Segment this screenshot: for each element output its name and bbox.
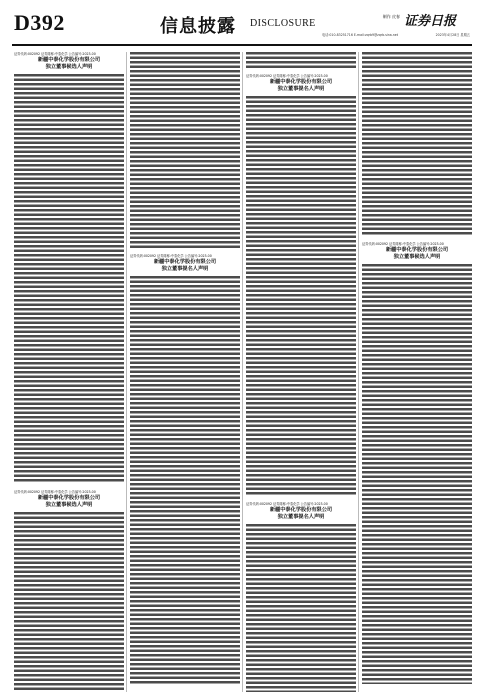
column-3 [246, 52, 356, 692]
notice-body-text [130, 52, 240, 248]
page-number: D392 [14, 10, 65, 35]
notice-codes: 证券代码:002092 证券简称:中泰化学 公告编号:2023-00 [362, 242, 444, 246]
column-divider [242, 52, 243, 692]
notice-codes: 证券代码:002092 证券简称:中泰化学 公告编号:2023-00 [14, 490, 96, 495]
notice-subtitle: 独立董事提名人声明 [161, 265, 209, 272]
column-2 [130, 52, 240, 692]
notice-body-text [246, 52, 356, 70]
notice-codes: 证券代码:002092 证券简称:中泰化学 公告编号:2023-00 [130, 254, 212, 258]
notice-subtitle: 独立董事提名人声明 [277, 513, 325, 520]
issue-date: 2023年4月28日 星期五 [435, 33, 470, 37]
notice-block [246, 502, 356, 520]
notice-codes: 证券代码:002092 证券简称:中泰化学 公告编号:2023-00 [246, 74, 328, 78]
column-divider [358, 52, 359, 692]
newspaper-masthead: 证券日报 [403, 14, 456, 29]
notice-body-text [246, 96, 356, 496]
notice-codes: 证券代码:002092 证券简称:中泰化学 公告编号:2023-00 [14, 52, 96, 56]
notice-subtitle: 独立董事候选人声明 [393, 253, 441, 260]
notice-title: 新疆中泰化学股份有限公司 [153, 259, 217, 266]
notice-block [14, 490, 124, 508]
page-header [12, 8, 472, 46]
notice-title: 新疆中泰化学股份有限公司 [269, 79, 333, 86]
notice-body-text [14, 74, 124, 482]
notice-body-text [362, 264, 472, 684]
notice-body-text [130, 276, 240, 684]
section-title-en: DISCLOSURE [250, 18, 316, 29]
contact-line: 电话:010-83251716 E-mail:zqrb9@zqrb.sina.net [321, 33, 398, 37]
column-divider [126, 52, 127, 692]
notice-body-text [14, 512, 124, 692]
notice-block [14, 52, 124, 70]
column-4 [362, 52, 472, 692]
notice-title: 新疆中泰化学股份有限公司 [37, 57, 101, 64]
notice-block [130, 254, 240, 272]
notice-codes: 证券代码:002092 证券简称:中泰化学 公告编号:2023-00 [246, 502, 328, 507]
notice-title: 新疆中泰化学股份有限公司 [37, 495, 101, 502]
notice-title: 新疆中泰化学股份有限公司 [269, 507, 333, 514]
notice-body-text [362, 52, 472, 236]
section-title-cn: 信息披露 [160, 16, 236, 37]
column-1 [14, 52, 124, 692]
notice-subtitle: 独立董事候选人声明 [45, 501, 93, 508]
notice-subtitle: 独立董事候选人声明 [45, 63, 93, 70]
notice-block [246, 74, 356, 92]
notice-title: 新疆中泰化学股份有限公司 [385, 247, 449, 254]
notice-body-text [246, 524, 356, 692]
notice-subtitle: 独立董事提名人声明 [277, 85, 325, 92]
editors-credit: 制作 皮春 [382, 14, 400, 19]
notice-block [362, 242, 472, 260]
